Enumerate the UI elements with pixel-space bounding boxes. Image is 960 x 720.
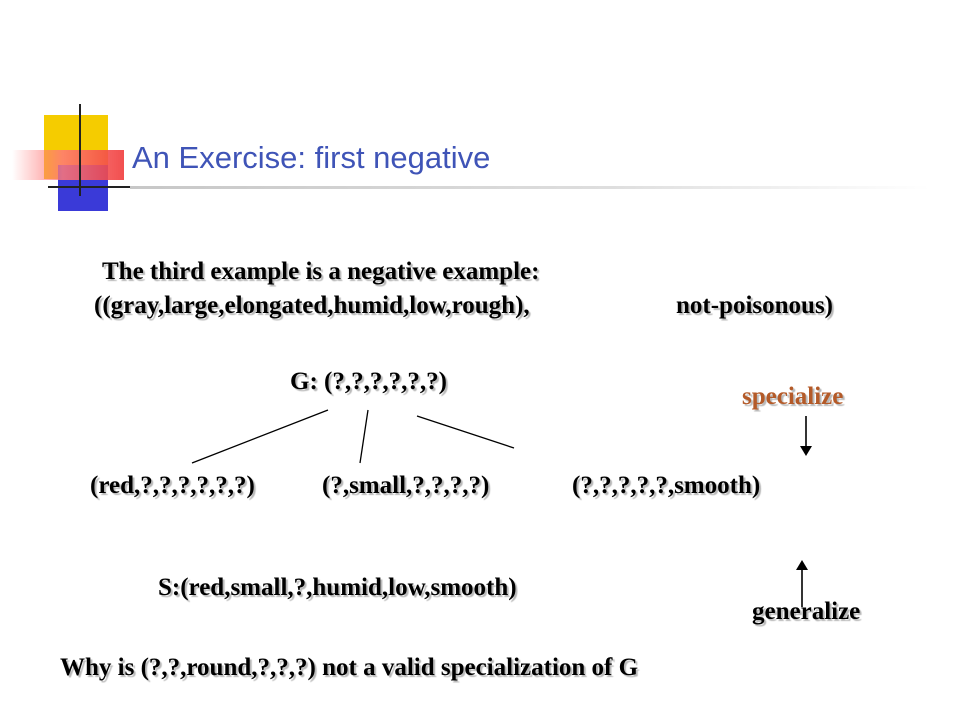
specialize-label: specialize: [742, 383, 844, 410]
negative-example: ((gray,large,elongated,humid,low,rough),: [94, 292, 530, 319]
specialization-1: (red,?,?,?,?,?,?): [90, 472, 255, 499]
branch-line-left: [192, 410, 328, 463]
generalize-arrow-head: [796, 560, 808, 570]
generalize-label: generalize: [752, 598, 861, 625]
branch-line-middle: [360, 410, 368, 463]
intro-line: The third example is a negative example:: [102, 258, 540, 285]
slide-title: An Exercise: first negative: [132, 140, 491, 175]
exercise-question: Why is (?,?,round,?,?,?) not a valid specialization of G: [60, 654, 639, 681]
branch-line-right: [417, 416, 514, 448]
specialization-3: (?,?,?,?,?,smooth): [572, 472, 761, 499]
g-boundary: G: (?,?,?,?,?,?): [290, 368, 447, 395]
specialize-arrow-head: [800, 446, 812, 456]
s-boundary: S:(red,small,?,humid,low,smooth): [158, 574, 517, 601]
specialization-2: (?,small,?,?,?,?): [322, 472, 490, 499]
example-label: not-poisonous): [676, 292, 833, 319]
